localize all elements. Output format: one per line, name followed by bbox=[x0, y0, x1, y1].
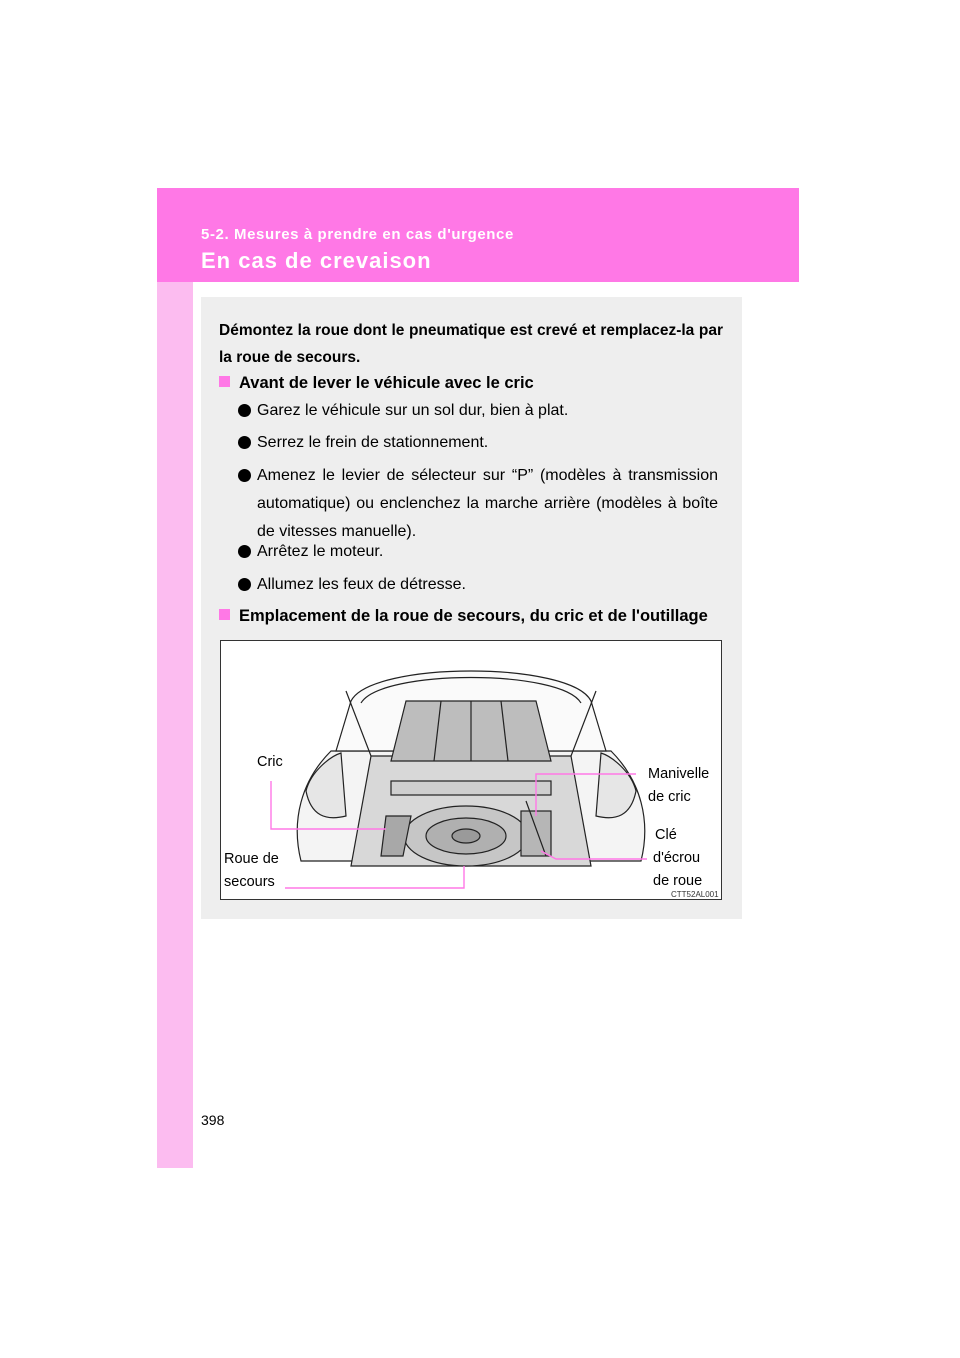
section-heading-text: Avant de lever le véhicule avec le cric bbox=[239, 374, 534, 392]
label-spare-line2: secours bbox=[224, 874, 275, 890]
bullet-dot-icon bbox=[238, 578, 251, 591]
bullet-item bbox=[238, 429, 718, 457]
bullet-dot-icon bbox=[238, 469, 251, 482]
square-bullet-icon bbox=[219, 609, 230, 620]
section-heading-text: Emplacement de la roue de secours, du cric et de l'outillage bbox=[239, 607, 708, 625]
bullet-item bbox=[238, 571, 718, 599]
page-title: En cas de crevaison bbox=[201, 248, 432, 273]
section-heading-before-jacking bbox=[219, 374, 534, 393]
bullet-text: Garez le véhicule sur un sol dur, bien à plat. bbox=[257, 402, 569, 419]
section-label: 5-2. Mesures à prendre en cas d'urgence bbox=[201, 226, 514, 243]
label-wrench-line3: de roue bbox=[653, 873, 703, 889]
page-number: 398 bbox=[201, 1112, 225, 1128]
label-jack-handle-line1: Manivelle bbox=[648, 766, 710, 782]
bullet-text: Serrez le frein de stationnement. bbox=[257, 434, 489, 451]
bullet-text: Allumez les feux de détresse. bbox=[257, 576, 466, 593]
label-jack-handle-line2: de cric bbox=[648, 789, 691, 805]
bullet-dot-icon bbox=[238, 545, 251, 558]
section-heading-spare-location bbox=[219, 607, 708, 626]
bullet-item bbox=[238, 538, 718, 566]
label-spare-line1: Roue de bbox=[224, 851, 279, 867]
bullet-dot-icon bbox=[238, 404, 251, 417]
figure-code: CTT52AL001 bbox=[671, 890, 719, 899]
bullet-item bbox=[238, 397, 718, 425]
square-bullet-icon bbox=[219, 376, 230, 387]
trunk-drawing bbox=[221, 641, 721, 899]
bullet-dot-icon bbox=[238, 436, 251, 449]
intro-paragraph: Démontez la roue dont le pneumatique est crevé et remplacez-la par la roue de secours. bbox=[219, 322, 723, 366]
bullet-text: Arrêtez le moteur. bbox=[257, 543, 384, 560]
label-wrench-line1: Clé bbox=[655, 827, 677, 843]
bullet-text: Amenez le levier de sélecteur sur “P” (modèles à transmission automatique) ou enclenchez la marche arrière (modèles à boîte de vitesses manuelle). bbox=[257, 467, 718, 540]
bullet-item bbox=[238, 462, 718, 546]
label-wrench-line2: d'écrou bbox=[653, 850, 701, 866]
trunk-illustration bbox=[220, 640, 722, 900]
side-strip bbox=[157, 188, 193, 1168]
label-jack: Cric bbox=[257, 754, 283, 770]
